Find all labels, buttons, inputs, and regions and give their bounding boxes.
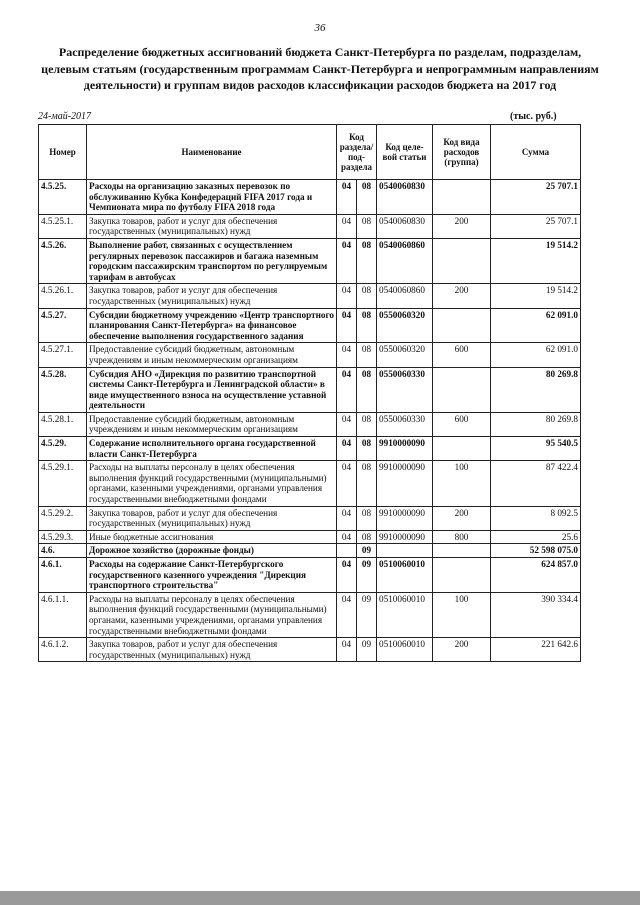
row-number: 4.5.26. (39, 238, 87, 283)
table-row (39, 558, 581, 593)
row-sum: 19 514.2 (491, 238, 581, 283)
row-expense-type: 600 (433, 343, 491, 367)
row-number: 4.5.29.3. (39, 530, 87, 544)
row-subsection-code: 08 (357, 238, 377, 283)
table-row (39, 638, 581, 662)
header-number: Номер (39, 125, 87, 180)
row-sum: 19 514.2 (491, 284, 581, 308)
row-sum: 8 092.5 (491, 506, 581, 530)
row-name: Расходы на выплаты персоналу в целях обеспечения выполнения функций государственными (муниципальными) органами, казенными учреждениями, органами управления государственными внебюджетными фондами (87, 592, 337, 637)
row-subsection-code: 08 (357, 437, 377, 461)
row-target-code: 0540060830 (377, 214, 433, 238)
row-subsection-code: 08 (357, 343, 377, 367)
row-target-code: 0550060320 (377, 343, 433, 367)
row-sum: 80 269.8 (491, 367, 581, 412)
row-subsection-code: 08 (357, 530, 377, 544)
row-number: 4.6.1.2. (39, 638, 87, 662)
table-row (39, 238, 581, 283)
row-name: Закупка товаров, работ и услуг для обеспечения государственных (муниципальных) нужд (87, 214, 337, 238)
row-target-code: 9910000090 (377, 506, 433, 530)
scan-bottom-edge (0, 891, 640, 905)
row-subsection-code: 08 (357, 367, 377, 412)
row-target-code: 0550060330 (377, 412, 433, 436)
row-sum: 62 091.0 (491, 308, 581, 343)
row-section-code (337, 544, 357, 558)
row-number: 4.6. (39, 544, 87, 558)
header-type: Код вида расходов (группа) (433, 125, 491, 180)
units-label: (тыс. руб.) (510, 111, 557, 122)
row-name: Закупка товаров, работ и услуг для обеспечения государственных (муниципальных) нужд (87, 284, 337, 308)
row-number: 4.6.1.1. (39, 592, 87, 637)
row-number: 4.5.25.1. (39, 214, 87, 238)
row-name: Расходы на выплаты персоналу в целях обеспечения выполнения функций государственными (муниципальными) органами, казенными учреждениями, органами управления государственными внебюджетными фондами (87, 461, 337, 506)
row-expense-type: 100 (433, 592, 491, 637)
table-row (39, 544, 581, 558)
row-target-code: 0510060010 (377, 592, 433, 637)
row-expense-type: 800 (433, 530, 491, 544)
row-section-code: 04 (337, 284, 357, 308)
row-name: Предоставление субсидий бюджетным, автономным учреждениям и иным некоммерческим организациям (87, 412, 337, 436)
row-section-code: 04 (337, 461, 357, 506)
row-expense-type: 200 (433, 638, 491, 662)
row-section-code: 04 (337, 558, 357, 593)
row-number: 4.5.25. (39, 180, 87, 215)
row-name: Субсидии бюджетному учреждению «Центр транспортного планирования Санкт-Петербурга» на финансовое обеспечение выполнения государственного задания (87, 308, 337, 343)
row-section-code: 04 (337, 238, 357, 283)
table-row (39, 284, 581, 308)
table-row (39, 308, 581, 343)
document-title: Распределение бюджетных ассигнований бюджета Санкт-Петербурга по разделам, подразделам, целевым статьям (государственным программам Санкт-Петербурга и непрограммным направлениям деятельности) и группам видов расходов классификации расходов бюджета на 2017 год (41, 45, 599, 92)
row-section-code: 04 (337, 412, 357, 436)
header-target: Код целе- вой статьи (377, 125, 433, 180)
row-target-code (377, 544, 433, 558)
row-expense-type: 200 (433, 506, 491, 530)
row-subsection-code: 08 (357, 284, 377, 308)
row-name: Содержание исполнительного органа государственной власти Санкт-Петербурга (87, 437, 337, 461)
row-expense-type (433, 367, 491, 412)
row-subsection-code: 09 (357, 638, 377, 662)
row-section-code: 04 (337, 506, 357, 530)
row-number: 4.6.1. (39, 558, 87, 593)
budget-table (38, 124, 581, 662)
table-row (39, 461, 581, 506)
row-expense-type: 100 (433, 461, 491, 506)
header-name: Наименование (87, 125, 337, 180)
row-subsection-code: 08 (357, 461, 377, 506)
document-date: 24-май-2017 (38, 111, 92, 122)
row-target-code: 0540060860 (377, 284, 433, 308)
row-sum: 80 269.8 (491, 412, 581, 436)
row-subsection-code: 08 (357, 214, 377, 238)
row-target-code: 9910000090 (377, 461, 433, 506)
row-expense-type: 200 (433, 284, 491, 308)
row-section-code: 04 (337, 308, 357, 343)
row-sum: 221 642.6 (491, 638, 581, 662)
row-target-code: 0550060320 (377, 308, 433, 343)
row-number: 4.5.27. (39, 308, 87, 343)
row-target-code: 9910000090 (377, 530, 433, 544)
table-row (39, 367, 581, 412)
row-sum: 25 707.1 (491, 180, 581, 215)
row-number: 4.5.28. (39, 367, 87, 412)
row-expense-type (433, 238, 491, 283)
row-subsection-code: 09 (357, 544, 377, 558)
row-sum: 52 598 075.0 (491, 544, 581, 558)
row-number: 4.5.26.1. (39, 284, 87, 308)
row-name: Выполнение работ, связанных с осуществлением регулярных перевозок пассажиров и багажа наземным городским пассажирским транспортом по регулируемым тарифам в автобусах (87, 238, 337, 283)
row-name: Расходы на организацию заказных перевозок по обслуживанию Кубка Конфедераций FIFA 2017 года и Чемпионата мира по футболу FIFA 2018 года (87, 180, 337, 215)
row-sum: 624 857.0 (491, 558, 581, 593)
header-section: Код раздела/ под- раздела (337, 125, 377, 180)
header-sum: Сумма (491, 125, 581, 180)
row-section-code: 04 (337, 437, 357, 461)
page-number: 36 (314, 22, 326, 34)
table-header-row (39, 125, 581, 180)
row-subsection-code: 08 (357, 506, 377, 530)
row-expense-type: 600 (433, 412, 491, 436)
row-expense-type (433, 544, 491, 558)
table-row (39, 437, 581, 461)
row-subsection-code: 09 (357, 592, 377, 637)
row-subsection-code: 08 (357, 412, 377, 436)
row-target-code: 0550060330 (377, 367, 433, 412)
row-sum: 25 707.1 (491, 214, 581, 238)
row-name: Предоставление субсидий бюджетным, автономным учреждениям и иным некоммерческим организациям (87, 343, 337, 367)
row-subsection-code: 09 (357, 558, 377, 593)
row-expense-type (433, 437, 491, 461)
row-sum: 95 540.5 (491, 437, 581, 461)
table-row (39, 506, 581, 530)
row-name: Субсидия АНО «Дирекция по развитию транспортной системы Санкт-Петербурга и Ленинградской области» в виде имущественного взноса на осуществление уставной деятельности (87, 367, 337, 412)
row-number: 4.5.27.1. (39, 343, 87, 367)
table-row (39, 592, 581, 637)
table-row (39, 412, 581, 436)
table-body (39, 180, 581, 662)
row-section-code: 04 (337, 180, 357, 215)
row-section-code: 04 (337, 367, 357, 412)
row-subsection-code: 08 (357, 308, 377, 343)
row-sum: 25.6 (491, 530, 581, 544)
row-section-code: 04 (337, 343, 357, 367)
row-target-code: 0510060010 (377, 638, 433, 662)
row-section-code: 04 (337, 214, 357, 238)
row-name: Дорожное хозяйство (дорожные фонды) (87, 544, 337, 558)
row-number: 4.5.29. (39, 437, 87, 461)
row-expense-type: 200 (433, 214, 491, 238)
row-sum: 87 422.4 (491, 461, 581, 506)
row-target-code: 0540060860 (377, 238, 433, 283)
row-expense-type (433, 558, 491, 593)
row-name: Закупка товаров, работ и услуг для обеспечения государственных (муниципальных) нужд (87, 638, 337, 662)
row-number: 4.5.28.1. (39, 412, 87, 436)
table-row (39, 214, 581, 238)
row-name: Иные бюджетные ассигнования (87, 530, 337, 544)
table-row (39, 530, 581, 544)
row-expense-type (433, 308, 491, 343)
row-sum: 62 091.0 (491, 343, 581, 367)
row-expense-type (433, 180, 491, 215)
row-section-code: 04 (337, 638, 357, 662)
row-name: Расходы на содержание Санкт-Петербургского государственного казенного учреждения "Дирекция транспортного строительства" (87, 558, 337, 593)
row-number: 4.5.29.1. (39, 461, 87, 506)
row-section-code: 04 (337, 530, 357, 544)
row-subsection-code: 08 (357, 180, 377, 215)
row-target-code: 0510060010 (377, 558, 433, 593)
row-target-code: 0540060830 (377, 180, 433, 215)
row-target-code: 9910000090 (377, 437, 433, 461)
table-row (39, 180, 581, 215)
row-section-code: 04 (337, 592, 357, 637)
row-sum: 390 334.4 (491, 592, 581, 637)
row-number: 4.5.29.2. (39, 506, 87, 530)
row-name: Закупка товаров, работ и услуг для обеспечения государственных (муниципальных) нужд (87, 506, 337, 530)
table-row (39, 343, 581, 367)
